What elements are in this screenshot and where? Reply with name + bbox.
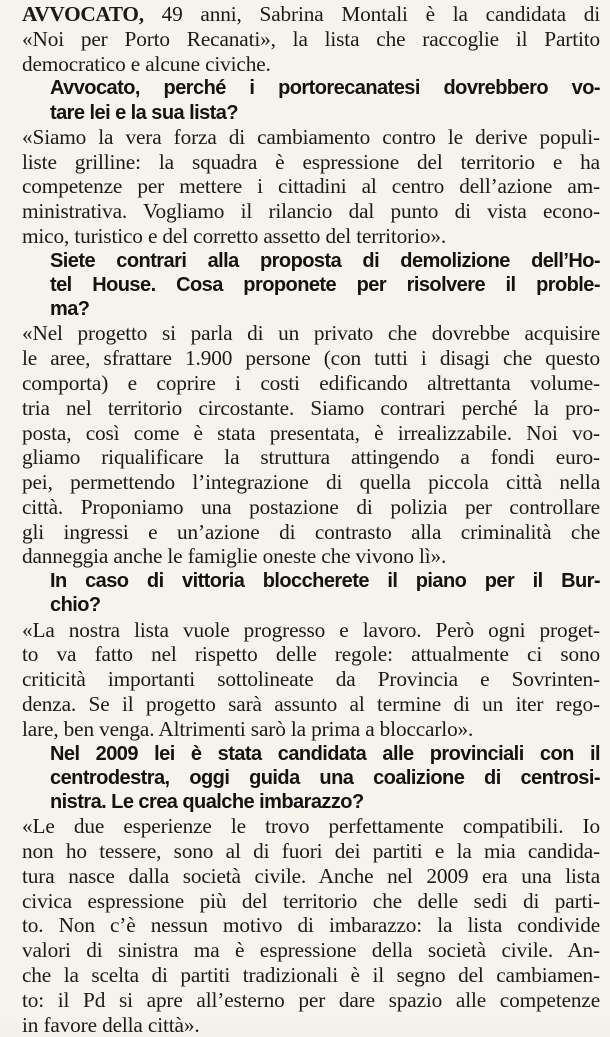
answer-line: «Siamo la vera forza di cambiamento contro le derive populi-: [22, 124, 600, 149]
answer-line: danneggia anche le famiglie oneste che vivono lì».: [22, 544, 447, 569]
qa-block-3: [22, 569, 600, 741]
answer-line: ministrativa. Vogliamo il rilancio dal punto di vista econo-: [22, 199, 600, 224]
article-intro: [22, 2, 600, 76]
answer-line: mico, turistico e del corretto assetto del territorio».: [22, 223, 447, 248]
intro-line: [22, 2, 600, 27]
answer-line: gli ingressi e un’azione di contrasto alla criminalità che: [22, 519, 600, 544]
intro-line-text: 49 anni, Sabrina Montali è la candidata di: [143, 2, 600, 26]
question-line: chio?: [50, 594, 101, 617]
question-line: Nel 2009 lei è stata candidata alle provinciali con il: [50, 742, 600, 765]
answer-line: pei, permettendo l’integrazione di quella piccola città nella: [22, 470, 600, 495]
qa-block-4: [22, 742, 600, 1037]
qa-block-2: [22, 249, 600, 570]
question-line: Siete contrari alla proposta di demolizione dell’Ho-: [50, 249, 600, 272]
answer-line: città. Proponiamo una postazione di polizia per controllare: [22, 494, 600, 519]
answer-line: le aree, sfrattare 1.900 persone (con tutti i disagi che questo: [22, 346, 600, 371]
answer-line: tria nel territorio circostante. Siamo contrari perché la pro-: [22, 395, 600, 420]
answer-line: gliamo riqualificare la struttura attingendo a fondi euro-: [22, 445, 600, 470]
answer-line: in favore della città».: [22, 1012, 200, 1037]
answer-line: lare, ben venga. Altrimenti sarò la prima a bloccarlo».: [22, 716, 474, 741]
answer-line: non ho tessere, sono al di fuori dei partiti e la mia candida-: [22, 839, 600, 863]
question-line: tare lei e la sua lista?: [50, 101, 239, 124]
answer-line: valori di sinistra ma è espressione della società civile. An-: [22, 938, 600, 963]
answer-line: che la scelta di partiti tradizionali è il segno del cambiamen-: [22, 962, 600, 987]
qa-block-1: [22, 76, 600, 248]
answer-line: criticità importanti sottolineate da Provincia e Sovrinten-: [22, 667, 600, 692]
answer-line: to va fatto nel rispetto delle regole: attualmente ci sono: [22, 642, 600, 667]
answer-line: «Le due esperienze le trovo perfettamente compatibili. Io: [22, 814, 600, 839]
intro-line: democratico e alcune civiche.: [22, 51, 271, 76]
article-column: [22, 2, 600, 1037]
question-line: nistra. Le crea qualche imbarazzo?: [50, 791, 364, 814]
answer-line: liste grilline: la squadra è espressione del territorio e ha: [22, 149, 600, 174]
question-line: Avvocato, perché i portorecanatesi dovrebbero vo-: [50, 77, 600, 100]
question-line: centrodestra, oggi guida una coalizione di centrosi-: [50, 766, 600, 789]
question-line: tel House. Cosa proponete per risolvere il proble-: [50, 273, 600, 296]
question-line: ma?: [50, 298, 90, 321]
answer-line: «La nostra lista vuole progresso e lavoro. Però ogni proget-: [22, 617, 600, 642]
question-line: In caso di vittoria bloccherete il piano per il Bur-: [50, 570, 600, 593]
answer-line: comporta) e coprire i costi edificando altrettanta volume-: [22, 370, 600, 395]
answer-line: to. Non c’è nessun motivo di imbarazzo: la lista condivide: [22, 913, 600, 938]
answer-line: civica espressione più del territorio che delle sedi di parti-: [22, 888, 600, 913]
answer-line: posta, così come è stata presentata, è irrealizzabile. Noi vo-: [22, 420, 600, 445]
answer-line: competenze per mettere i cittadini al centro dell’azione am-: [22, 174, 600, 199]
answer-line: to: il Pd si apre all’esterno per dare spazio alle competenze: [22, 987, 600, 1012]
answer-line: «Nel progetto si parla di un privato che dovrebbe acquisire: [22, 321, 600, 346]
intro-line: «Noi per Porto Recanati», la lista che raccoglie il Partito: [22, 26, 600, 51]
answer-line: denza. Se il progetto sarà assunto al termine di un iter rego-: [22, 692, 600, 717]
answer-line: tura nasce dalla società civile. Anche nel 2009 era una lista: [22, 863, 600, 888]
intro-lead-word: AVVOCATO,: [22, 2, 144, 26]
